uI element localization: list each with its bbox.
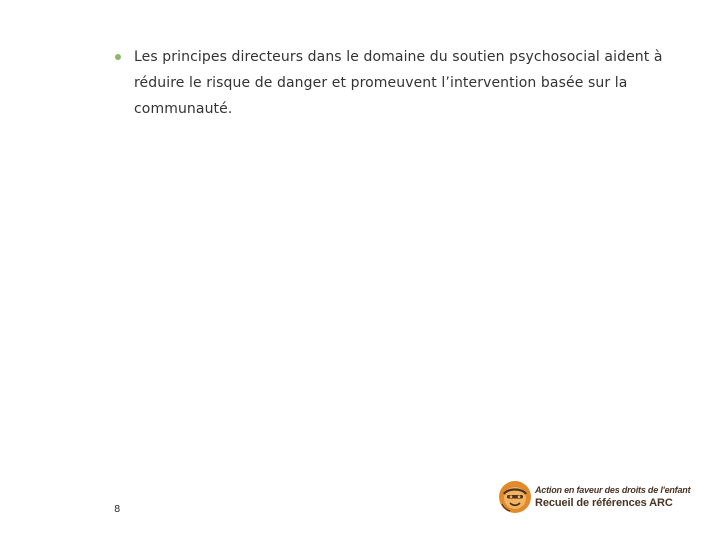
logo-tagline: Action en faveur des droits de l'enfant bbox=[535, 485, 691, 495]
page-number: 8 bbox=[114, 504, 121, 515]
bullet-dot-icon bbox=[115, 54, 121, 60]
bullet-list bbox=[114, 44, 674, 122]
bullet-text: Les principes directeurs dans le domaine du soutien psychosocial aident à réduire le risque de danger et promeuvent l’intervention basée sur la communauté. bbox=[134, 49, 663, 117]
child-face-emblem-icon bbox=[498, 480, 532, 514]
logo-text bbox=[535, 484, 691, 510]
arc-logo bbox=[498, 480, 691, 516]
logo-title: Recueil de références ARC bbox=[535, 497, 673, 509]
